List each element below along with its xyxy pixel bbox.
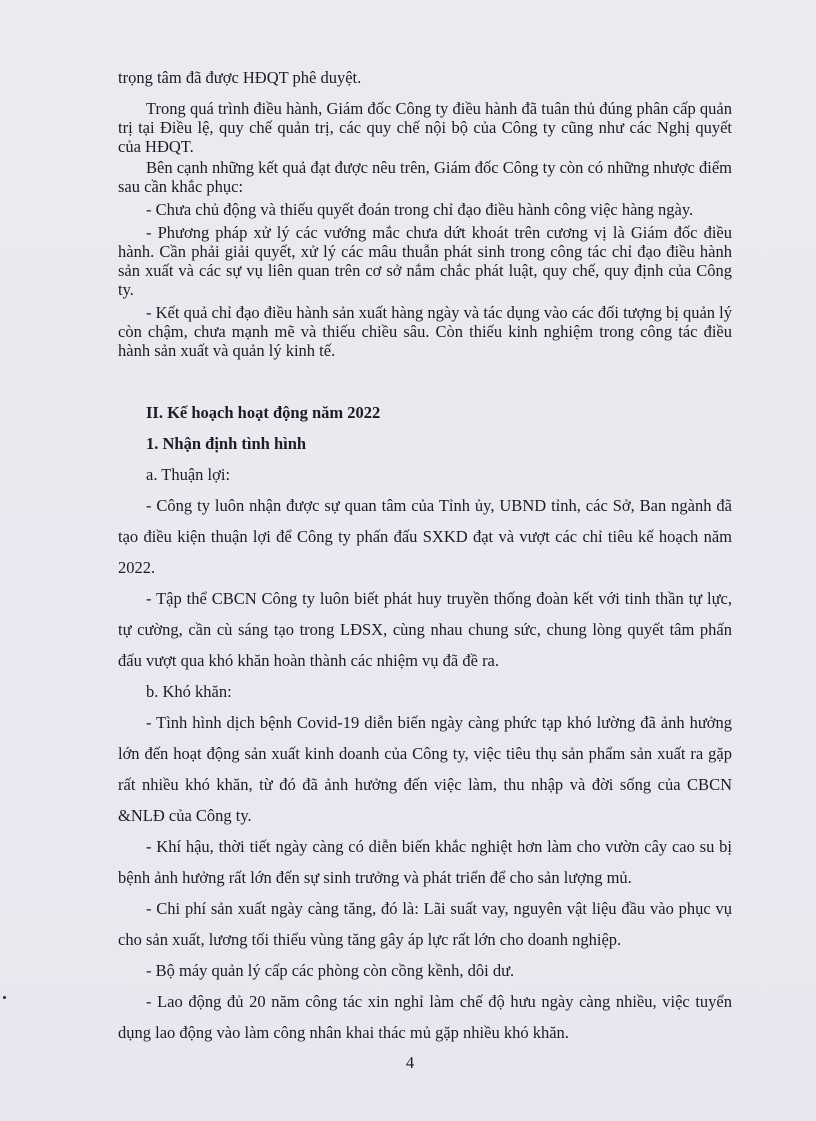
- list-item-weakness: - Chưa chủ động và thiếu quyết đoán trong chỉ đạo điều hành công việc hàng ngày.: [146, 200, 694, 219]
- list-item-advantage: - Công ty luôn nhận được sự quan tâm của Tỉnh ủy, UBND tỉnh, các Sở, Ban ngành đã tạo điều kiện thuận lợi để Công ty phấn đấu SXKD đạt và vượt các chỉ tiêu kế hoạch năm 2022.: [118, 496, 732, 577]
- scan-artifact: [3, 996, 6, 999]
- text-section-lower: [118, 397, 732, 1048]
- list-item-difficulty: - Khí hậu, thời tiết ngày càng có diễn biến khắc nghiệt hơn làm cho vườn cây cao su bị bệnh ảnh hưởng rất lớn đến sự sinh trưởng và phát triển để cho sản lượng mủ.: [118, 837, 732, 887]
- label-difficulties: b. Khó khăn:: [146, 682, 232, 701]
- paragraph-weaknesses-intro: Bên cạnh những kết quả đạt được nêu trên, Giám đốc Công ty còn có những nhược điểm sau cần khắc phục:: [118, 158, 732, 196]
- text-section-upper: [118, 68, 732, 360]
- label-advantages: a. Thuận lợi:: [146, 465, 231, 484]
- list-item-weakness: - Phương pháp xử lý các vướng mắc chưa dứt khoát trên cương vị là Giám đốc điều hành. Cần phải giải quyết, xử lý các mâu thuẫn phát sinh trong công tác chỉ đạo điều hành sản xuất và các sự vụ liên quan trên cơ sở nắm chắc phát luật, quy chế, quy định của Công ty.: [118, 223, 732, 299]
- list-item-weakness: - Kết quả chỉ đạo điều hành sản xuất hàng ngày và tác dụng vào các đối tượng bị quản lý còn chậm, chưa mạnh mẽ và thiếu chiều sâu. Còn thiếu kinh nghiệm trong công tác điều hành sản xuất và quản lý kinh tế.: [118, 303, 732, 360]
- list-item-difficulty: - Lao động đủ 20 năm công tác xin nghỉ làm chế độ hưu ngày càng nhiều, việc tuyển dụng lao động vào làm công nhân khai thác mủ gặp nhiều khó khăn.: [118, 992, 732, 1042]
- subsection-heading: 1. Nhận định tình hình: [146, 434, 307, 453]
- section-heading: II. Kế hoạch hoạt động năm 2022: [146, 403, 381, 422]
- list-item-difficulty: - Chi phí sản xuất ngày càng tăng, đó là: Lãi suất vay, nguyên vật liệu đầu vào phục vụ cho sản xuất, lương tối thiểu vùng tăng gây áp lực rất lớn cho doanh nghiệp.: [118, 899, 732, 949]
- list-item-difficulty: - Tình hình dịch bệnh Covid-19 diễn biến ngày càng phức tạp khó lường đã ảnh hưởng lớn đến hoạt động sản xuất kinh doanh của Công ty, việc tiêu thụ sản phẩm sản xuất ra gặp rất nhiều khó khăn, từ đó đã ảnh hưởng đến việc làm, thu nhập và đời sống của CBCN &NLĐ của Công ty.: [118, 713, 732, 825]
- list-item-advantage: - Tập thể CBCN Công ty luôn biết phát huy truyền thống đoàn kết với tinh thần tự lực, tự cường, cần cù sáng tạo trong LĐSX, cùng nhau chung sức, chung lòng quyết tâm phấn đấu vượt qua khó khăn hoàn thành các nhiệm vụ đã đề ra.: [118, 589, 732, 670]
- paragraph-continuation: trọng tâm đã được HĐQT phê duyệt.: [118, 68, 362, 87]
- paragraph-compliance: Trong quá trình điều hành, Giám đốc Công ty điều hành đã tuân thủ đúng phân cấp quản trị tại Điều lệ, quy chế quản trị, các quy chế nội bộ của Công ty cũng như các Nghị quyết của HĐQT.: [118, 99, 732, 156]
- page-number: 4: [405, 1053, 415, 1072]
- list-item-difficulty: - Bộ máy quản lý cấp các phòng còn cồng kềnh, dôi dư.: [146, 961, 515, 980]
